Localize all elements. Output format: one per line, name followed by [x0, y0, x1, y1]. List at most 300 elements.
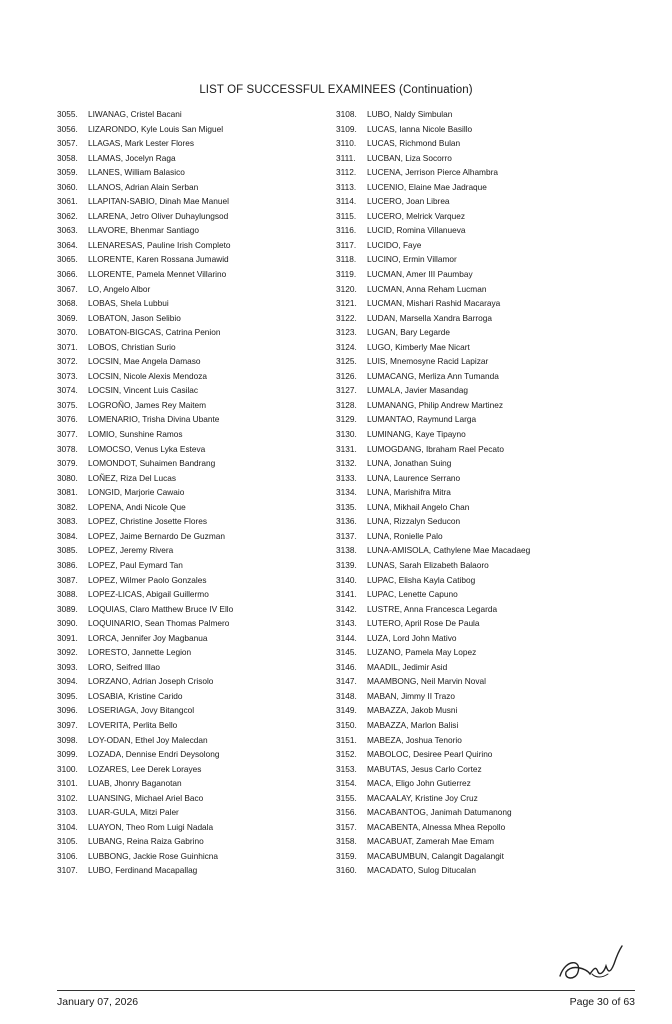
list-item	[336, 282, 626, 297]
examinee-name: LUCMAN, Mishari Rashid Macaraya	[367, 298, 501, 309]
list-item	[57, 805, 327, 820]
list-item	[57, 543, 327, 558]
list-item	[336, 791, 626, 806]
examinee-name: LUNA, Mikhail Angelo Chan	[367, 501, 470, 512]
examinee-name: MACABUMBUN, Calangit Dagalangit	[367, 850, 504, 861]
entry-number: 3075.	[57, 399, 78, 410]
list-item	[336, 573, 626, 588]
examinee-name: LUBO, Ferdinand Macapallag	[88, 865, 198, 876]
entry-number: 3096.	[57, 705, 78, 716]
entry-number: 3063.	[57, 225, 78, 236]
examinee-name: LOMIO, Sunshine Ramos	[88, 429, 183, 440]
entry-number: 3092.	[57, 647, 78, 658]
list-item	[57, 122, 327, 137]
entry-number: 3059.	[57, 167, 78, 178]
examinee-name: LOCSIN, Vincent Luis Casilac	[88, 385, 199, 396]
examinee-name: LOSABIA, Kristine Carido	[88, 690, 183, 701]
examinee-name: LOÑEZ, Riza Del Lucas	[88, 472, 177, 483]
list-item	[57, 383, 327, 398]
list-item	[57, 252, 327, 267]
entry-number: 3076.	[57, 414, 78, 425]
entry-number: 3139.	[336, 559, 357, 570]
examinee-name: MACADATO, Sulog Ditucalan	[367, 865, 476, 876]
footer-date: January 07, 2026	[57, 996, 139, 1008]
list-item	[57, 267, 327, 282]
examinee-name: LUMINANG, Kaye Tipayno	[367, 429, 466, 440]
entry-number: 3080.	[57, 472, 78, 483]
list-item	[336, 383, 626, 398]
list-item	[57, 558, 327, 573]
list-item	[336, 427, 626, 442]
entry-number: 3153.	[336, 763, 357, 774]
entry-number: 3057.	[57, 138, 78, 149]
entry-number: 3101.	[57, 778, 78, 789]
examinee-name: LUCID, Romina Villanueva	[367, 225, 466, 236]
entry-number: 3152.	[336, 749, 357, 760]
list-item	[57, 165, 327, 180]
examinee-name: LUGO, Kimberly Mae Nicart	[367, 341, 470, 352]
entry-number: 3159.	[336, 850, 357, 861]
entry-number: 3135.	[336, 501, 357, 512]
entry-number: 3141.	[336, 589, 357, 600]
entry-number: 3125.	[336, 356, 357, 367]
entry-number: 3095.	[57, 690, 78, 701]
examinee-name: MABEZA, Joshua Tenorio	[367, 734, 462, 745]
list-item	[57, 674, 327, 689]
examinee-name: LOBOS, Christian Surio	[88, 341, 176, 352]
entry-number: 3108.	[336, 109, 357, 119]
list-item	[57, 762, 327, 777]
list-item	[57, 587, 327, 602]
examinee-name: MACABENTA, Alnessa Mhea Repollo	[367, 821, 506, 832]
examinee-name: LOZADA, Dennise Endri Deysolong	[88, 749, 220, 760]
list-item	[57, 602, 327, 617]
examinee-name: LUBBONG, Jackie Rose Guinhicna	[88, 850, 219, 861]
list-item	[336, 543, 626, 558]
examinee-name: MABAZZA, Jakob Musni	[367, 705, 458, 716]
examinee-name: LUMACANG, Merliza Ann Tumanda	[367, 370, 499, 381]
entry-number: 3123.	[336, 327, 357, 338]
examinee-name: LUPAC, Elisha Kayla Catibog	[367, 574, 476, 585]
list-item	[336, 151, 626, 166]
entry-number: 3085.	[57, 545, 78, 556]
examinee-name: LOZARES, Lee Derek Lorayes	[88, 763, 202, 774]
entry-number: 3128.	[336, 399, 357, 410]
entry-number: 3110.	[336, 138, 357, 149]
list-item	[57, 645, 327, 660]
examinee-name: LUNA, Ronielle Palo	[367, 530, 443, 541]
examinee-name: LUCERO, Joan Librea	[367, 196, 450, 207]
entry-number: 3093.	[57, 661, 78, 672]
entry-number: 3064.	[57, 239, 78, 250]
list-item	[336, 631, 626, 646]
list-item	[57, 791, 327, 806]
examinee-name: LUCBAN, Liza Socorro	[367, 152, 452, 163]
entry-number: 3118.	[336, 254, 357, 265]
entry-number: 3098.	[57, 734, 78, 745]
examinee-name: LUCAS, Ianna Nicole Basillo	[367, 123, 473, 134]
list-item	[336, 325, 626, 340]
entry-number: 3144.	[336, 632, 357, 643]
examinee-name: LUNA, Jonathan Suing	[367, 458, 452, 469]
entry-number: 3120.	[336, 283, 357, 294]
list-item	[57, 354, 327, 369]
examinee-name: MAAMBONG, Neil Marvin Noval	[367, 676, 486, 687]
entry-number: 3072.	[57, 356, 78, 367]
entry-number: 3100.	[57, 763, 78, 774]
examinee-name: LOBATON-BIGCAS, Catrina Penion	[88, 327, 221, 338]
examinee-name: LUAYON, Theo Rom Luigi Nadala	[88, 821, 214, 832]
list-item	[57, 209, 327, 224]
entry-number: 3150.	[336, 719, 357, 730]
list-item	[336, 238, 626, 253]
entry-number: 3131.	[336, 443, 357, 454]
examinee-name: LUBO, Naldy Simbulan	[367, 109, 453, 119]
examinee-name: LUANSING, Michael Ariel Baco	[88, 792, 204, 803]
list-item	[57, 412, 327, 427]
entry-number: 3107.	[57, 865, 78, 876]
examinee-name: MABAN, Jimmy II Trazo	[367, 690, 456, 701]
list-item	[336, 616, 626, 631]
entry-number: 3109.	[336, 123, 357, 134]
examinee-name: LUMANTAO, Raymund Larga	[367, 414, 477, 425]
examinee-name: LOSERIAGA, Jovy Bitangcol	[88, 705, 195, 716]
list-item	[336, 689, 626, 704]
list-item	[336, 165, 626, 180]
entry-number: 3079.	[57, 458, 78, 469]
signature-icon	[552, 938, 632, 988]
entry-number: 3068.	[57, 298, 78, 309]
list-item	[336, 398, 626, 413]
entry-number: 3124.	[336, 341, 357, 352]
examinee-name: LO, Angelo Albor	[88, 283, 151, 294]
entry-number: 3055.	[57, 109, 78, 119]
list-item	[336, 674, 626, 689]
list-item	[57, 398, 327, 413]
examinee-name: LUMOGDANG, Ibraham Rael Pecato	[367, 443, 504, 454]
examinee-name: LLAGAS, Mark Lester Flores	[88, 138, 195, 149]
examinee-name: LUCAS, Richmond Bulan	[367, 138, 461, 149]
list-item	[57, 427, 327, 442]
list-item	[57, 151, 327, 166]
examinee-name: LUCIDO, Faye	[367, 239, 422, 250]
entry-number: 3130.	[336, 429, 357, 440]
entry-number: 3103.	[57, 807, 78, 818]
list-item	[336, 558, 626, 573]
left-column-list	[57, 107, 327, 878]
examinee-name: LUCENIO, Elaine Mae Jadraque	[367, 181, 487, 192]
entry-number: 3116.	[336, 225, 357, 236]
entry-number: 3132.	[336, 458, 357, 469]
list-item	[57, 442, 327, 457]
list-item	[336, 252, 626, 267]
examinee-name: LLORENTE, Pamela Mennet Villarino	[88, 269, 227, 280]
examinee-name: LLORENTE, Karen Rossana Jumawid	[88, 254, 229, 265]
examinee-name: LUSTRE, Anna Francesca Legarda	[367, 603, 498, 614]
entry-number: 3086.	[57, 559, 78, 570]
examinee-name: LUCMAN, Anna Reham Lucman	[367, 283, 487, 294]
entry-number: 3126.	[336, 370, 357, 381]
entry-number: 3122.	[336, 312, 357, 323]
list-item	[57, 703, 327, 718]
footer-divider	[57, 990, 635, 991]
entry-number: 3081.	[57, 487, 78, 498]
list-item	[336, 514, 626, 529]
footer-page-number: Page 30 of 63	[569, 996, 635, 1008]
entry-number: 3105.	[57, 836, 78, 847]
list-item	[336, 660, 626, 675]
entry-number: 3134.	[336, 487, 357, 498]
list-item	[57, 747, 327, 762]
entry-number: 3090.	[57, 618, 78, 629]
examinee-name: LUNA, Rizzalyn Seducon	[367, 516, 461, 527]
entry-number: 3062.	[57, 210, 78, 221]
examinee-name: LOMENARIO, Trisha Divina Ubante	[88, 414, 220, 425]
examinee-name: LUTERO, April Rose De Paula	[367, 618, 480, 629]
list-item	[336, 136, 626, 151]
examinee-name: LOPEZ-LICAS, Abigail Guillermo	[88, 589, 209, 600]
entry-number: 3117.	[336, 239, 357, 250]
examinee-name: LUPAC, Lenette Capuno	[367, 589, 458, 600]
examinee-name: LUMANANG, Philip Andrew Martinez	[367, 399, 504, 410]
right-column-list	[336, 107, 626, 878]
examinee-name: LOPEZ, Christine Josette Flores	[88, 516, 207, 527]
examinee-name: LUIS, Mnemosyne Racid Lapizar	[367, 356, 489, 367]
entry-number: 3071.	[57, 341, 78, 352]
list-item	[336, 107, 626, 122]
entry-number: 3114.	[336, 196, 357, 207]
examinee-name: LOBAS, Shela Lubbui	[88, 298, 169, 309]
list-item	[57, 296, 327, 311]
entry-number: 3142.	[336, 603, 357, 614]
entry-number: 3145.	[336, 647, 357, 658]
list-item	[57, 311, 327, 326]
examinee-name: LLAMAS, Jocelyn Raga	[88, 152, 176, 163]
entry-number: 3133.	[336, 472, 357, 483]
entry-number: 3160.	[336, 865, 357, 876]
entry-number: 3157.	[336, 821, 357, 832]
list-item	[57, 863, 327, 878]
entry-number: 3056.	[57, 123, 78, 134]
entry-number: 3111.	[336, 152, 356, 163]
examinee-name: LUCMAN, Amer III Paumbay	[367, 269, 473, 280]
entry-number: 3077.	[57, 429, 78, 440]
list-item	[57, 834, 327, 849]
entry-number: 3127.	[336, 385, 357, 396]
examinee-name: LLARENA, Jetro Oliver Duhaylungsod	[88, 210, 229, 221]
examinee-name: LUCERO, Melrick Varquez	[367, 210, 466, 221]
list-item	[57, 485, 327, 500]
examinee-name: LUNA-AMISOLA, Cathylene Mae Macadaeg	[367, 545, 531, 556]
entry-number: 3121.	[336, 298, 357, 309]
list-item	[336, 645, 626, 660]
examinee-name: LOMOCSO, Venus Lyka Esteva	[88, 443, 206, 454]
list-item	[57, 660, 327, 675]
examinee-name: MABUTAS, Jesus Carlo Cortez	[367, 763, 482, 774]
list-item	[336, 733, 626, 748]
list-item	[57, 238, 327, 253]
examinee-name: LUCINO, Ermin Villamor	[367, 254, 457, 265]
examinee-name: LOCSIN, Nicole Alexis Mendoza	[88, 370, 207, 381]
entry-number: 3067.	[57, 283, 78, 294]
examinee-name: LLANOS, Adrian Alain Serban	[88, 181, 199, 192]
examinee-name: LUZA, Lord John Mativo	[367, 632, 457, 643]
list-item	[336, 223, 626, 238]
list-item	[57, 776, 327, 791]
examinee-name: LUBANG, Reina Raiza Gabrino	[88, 836, 204, 847]
entry-number: 3083.	[57, 516, 78, 527]
entry-number: 3091.	[57, 632, 78, 643]
entry-number: 3082.	[57, 501, 78, 512]
examinee-name: LORCA, Jennifer Joy Magbanua	[88, 632, 208, 643]
list-item	[57, 529, 327, 544]
entry-number: 3151.	[336, 734, 357, 745]
list-item	[336, 442, 626, 457]
list-item	[336, 456, 626, 471]
examinee-name: LONGID, Marjorie Cawaio	[88, 487, 185, 498]
entry-number: 3097.	[57, 719, 78, 730]
entry-number: 3084.	[57, 530, 78, 541]
list-item	[57, 180, 327, 195]
entry-number: 3143.	[336, 618, 357, 629]
entry-number: 3060.	[57, 181, 78, 192]
list-item	[336, 500, 626, 515]
entry-number: 3074.	[57, 385, 78, 396]
examinee-name: LOBATON, Jason Selibio	[88, 312, 181, 323]
list-item	[336, 703, 626, 718]
entry-number: 3140.	[336, 574, 357, 585]
list-item	[336, 602, 626, 617]
list-item	[336, 485, 626, 500]
list-item	[336, 209, 626, 224]
list-item	[57, 631, 327, 646]
entry-number: 3058.	[57, 152, 78, 163]
examinee-name: MAADIL, Jedimir Asid	[367, 661, 448, 672]
entry-number: 3146.	[336, 661, 357, 672]
entry-number: 3154.	[336, 778, 357, 789]
list-item	[336, 776, 626, 791]
entry-number: 3099.	[57, 749, 78, 760]
list-item	[57, 718, 327, 733]
entry-number: 3104.	[57, 821, 78, 832]
list-item	[336, 747, 626, 762]
list-item	[336, 311, 626, 326]
list-item	[57, 849, 327, 864]
entry-number: 3069.	[57, 312, 78, 323]
entry-number: 3061.	[57, 196, 78, 207]
list-item	[336, 863, 626, 878]
list-item	[336, 849, 626, 864]
list-item	[57, 369, 327, 384]
list-item	[336, 820, 626, 835]
entry-number: 3073.	[57, 370, 78, 381]
list-item	[336, 412, 626, 427]
list-item	[57, 107, 327, 122]
examinee-name: LOPENA, Andi Nicole Que	[88, 501, 186, 512]
entry-number: 3115.	[336, 210, 357, 221]
examinee-name: LUDAN, Marsella Xandra Barroga	[367, 312, 492, 323]
examinee-name: LLANES, William Balasico	[88, 167, 185, 178]
examinee-name: LOCSIN, Mae Angela Damaso	[88, 356, 201, 367]
examinee-name: LOY-ODAN, Ethel Joy Malecdan	[88, 734, 208, 745]
list-item	[57, 573, 327, 588]
list-item	[336, 718, 626, 733]
examinee-name: LOQUINARIO, Sean Thomas Palmero	[88, 618, 230, 629]
list-item	[336, 180, 626, 195]
examinee-name: LLENARESAS, Pauline Irish Completo	[88, 239, 231, 250]
entry-number: 3089.	[57, 603, 78, 614]
examinee-name: LOQUIAS, Claro Matthew Bruce IV Ello	[88, 603, 234, 614]
examinee-name: LUNAS, Sarah Elizabeth Balaoro	[367, 559, 489, 570]
examinee-name: MACAALAY, Kristine Joy Cruz	[367, 792, 478, 803]
examinee-name: LIWANAG, Cristel Bacani	[88, 109, 182, 119]
entry-number: 3088.	[57, 589, 78, 600]
list-item	[336, 529, 626, 544]
examinee-name: LOPEZ, Jaime Bernardo De Guzman	[88, 530, 225, 541]
examinee-name: MACABUAT, Zamerah Mae Emam	[367, 836, 495, 847]
list-item	[336, 122, 626, 137]
list-item	[336, 340, 626, 355]
entry-number: 3094.	[57, 676, 78, 687]
entry-number: 3129.	[336, 414, 357, 425]
examinee-name: MACABANTOG, Janimah Datumanong	[367, 807, 512, 818]
examinee-name: LUNA, Laurence Serrano	[367, 472, 461, 483]
examinee-name: MACA, Eligo John Gutierrez	[367, 778, 471, 789]
list-item	[57, 514, 327, 529]
examinee-name: LORESTO, Jannette Legion	[88, 647, 192, 658]
entry-number: 3112.	[336, 167, 357, 178]
entry-number: 3136.	[336, 516, 357, 527]
list-item	[57, 325, 327, 340]
entry-number: 3102.	[57, 792, 78, 803]
examinee-name: LUCENA, Jerrison Pierce Alhambra	[367, 167, 498, 178]
examinee-name: LUMALA, Javier Masandag	[367, 385, 468, 396]
examinee-name: LORZANO, Adrian Joseph Crisolo	[88, 676, 214, 687]
list-item	[57, 820, 327, 835]
entry-number: 3148.	[336, 690, 357, 701]
examinee-name: MABAZZA, Marlon Balisi	[367, 719, 459, 730]
examinee-name: LORO, Seifred Illao	[88, 661, 160, 672]
entry-number: 3066.	[57, 269, 78, 280]
examinee-name: LOVERITA, Perlita Bello	[88, 719, 178, 730]
list-item	[57, 471, 327, 486]
examinee-name: LUZANO, Pamela May Lopez	[367, 647, 477, 658]
list-item	[57, 194, 327, 209]
examinee-name: LUAB, Jhonry Baganotan	[88, 778, 182, 789]
list-item	[57, 136, 327, 151]
page-title: LIST OF SUCCESSFUL EXAMINEES (Continuation)	[199, 84, 473, 96]
list-item	[57, 340, 327, 355]
list-item	[336, 834, 626, 849]
examinee-name: LIZARONDO, Kyle Louis San Miguel	[88, 123, 224, 134]
examinee-name: LOPEZ, Paul Eymard Tan	[88, 559, 183, 570]
examinee-name: LOPEZ, Jeremy Rivera	[88, 545, 174, 556]
examinee-name: LLAVORE, Bhenmar Santiago	[88, 225, 199, 236]
entry-number: 3137.	[336, 530, 357, 541]
entry-number: 3087.	[57, 574, 78, 585]
entry-number: 3149.	[336, 705, 357, 716]
entry-number: 3138.	[336, 545, 357, 556]
list-item	[336, 762, 626, 777]
list-item	[57, 689, 327, 704]
examinee-name: LOGROÑO, James Rey Maitem	[88, 399, 207, 410]
list-item	[57, 733, 327, 748]
examinee-name: LOPEZ, Wilmer Paolo Gonzales	[88, 574, 207, 585]
list-item	[336, 194, 626, 209]
examinee-name: LOMONDOT, Suhaimen Bandrang	[88, 458, 216, 469]
entry-number: 3106.	[57, 850, 78, 861]
list-item	[57, 500, 327, 515]
